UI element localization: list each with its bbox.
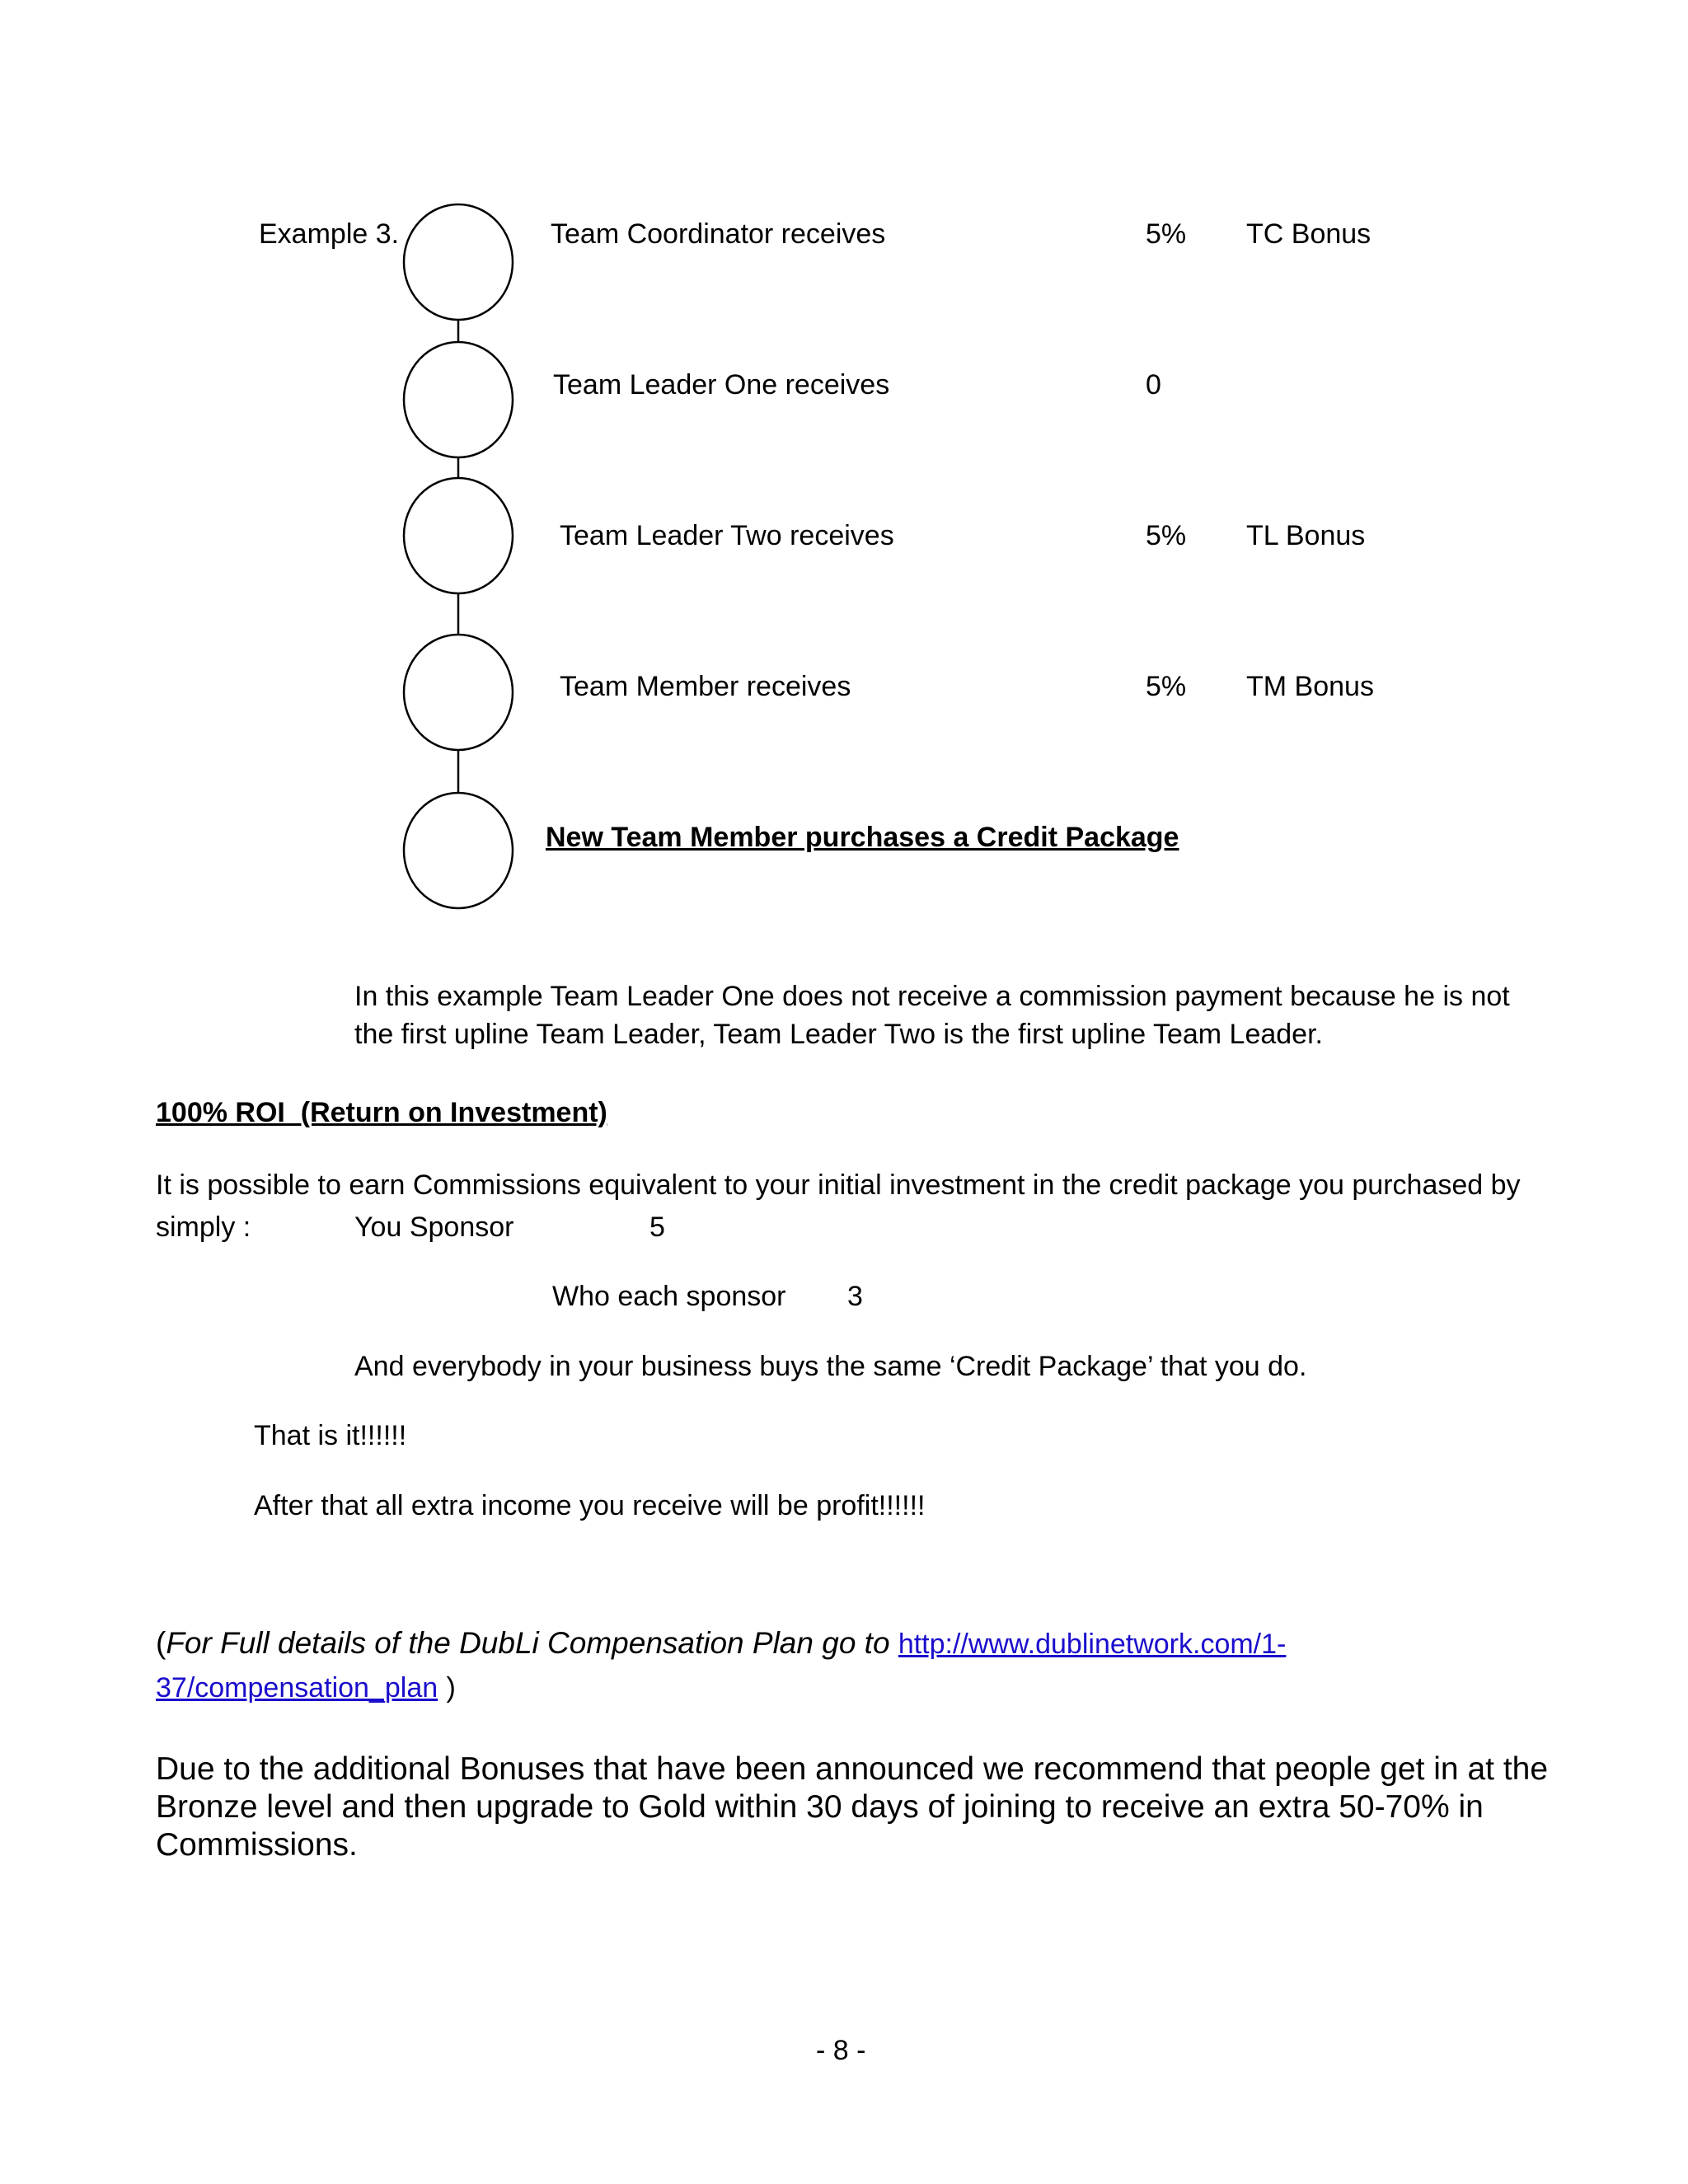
team-leader-two-node: [404, 478, 513, 593]
after-text: After that all extra income you receive will be profit!!!!!!: [254, 1490, 926, 1521]
row-role: Team Coordinator receives: [551, 218, 886, 250]
row-percent: 5%: [1146, 671, 1187, 702]
new-member-label: New Team Member purchases a Credit Package: [546, 822, 1179, 853]
open-paren: (: [156, 1626, 166, 1660]
details-paragraph: [156, 1622, 1326, 1709]
row-percent: 5%: [1146, 520, 1187, 551]
row-role: Team Member receives: [560, 671, 851, 702]
recommendation-text: Due to the additional Bonuses that have been announced we recommend that people get in at the Bronze level and then upgrade to Gold within 30 days of joining to receive an extra 50-70% in Commissions.: [156, 1751, 1549, 1863]
row-role: Team Leader Two receives: [560, 520, 894, 551]
team-leader-one-node: [404, 342, 513, 457]
row-percent: 5%: [1146, 218, 1187, 250]
roi-simply: simply :: [156, 1212, 251, 1243]
page-number: - 8 -: [816, 2035, 866, 2066]
row-percent: 0: [1146, 369, 1161, 401]
close-paren: ): [446, 1672, 456, 1704]
team-member-node: [404, 635, 513, 750]
details-italic-text: For Full details of the DubLi Compensation Plan go to: [166, 1626, 890, 1660]
roi-intro: It is possible to earn Commissions equivalent to your initial investment in the credit package you purchased by: [156, 1169, 1521, 1201]
row-bonus: TM Bonus: [1246, 671, 1374, 702]
row-bonus: TC Bonus: [1246, 218, 1372, 250]
you-sponsor-label: You Sponsor: [354, 1212, 514, 1243]
you-sponsor-count: 5: [649, 1212, 665, 1243]
roi-heading: 100% ROI (Return on Investment): [156, 1097, 607, 1128]
who-each-sponsor-label: Who each sponsor: [552, 1281, 786, 1312]
row-bonus: TL Bonus: [1246, 520, 1366, 551]
example-label: Example 3.: [259, 218, 400, 250]
example-note: In this example Team Leader One does not receive a commission payment because he is not the first upline Team Leader, Team Leader Two is the first upline Team Leader.: [354, 981, 1510, 1050]
everybody-text: And everybody in your business buys the same ‘Credit Package’ that you do.: [354, 1351, 1307, 1382]
new-team-member-node: [404, 793, 513, 908]
compensation-plan-link[interactable]: http://www.dublinetwork.com/1-37/compensation_plan: [156, 1629, 1287, 1704]
who-each-sponsor-count: 3: [847, 1281, 863, 1312]
that-is-it-text: That is it!!!!!!: [254, 1420, 407, 1451]
team-coordinator-node: [404, 204, 513, 320]
row-role: Team Leader One receives: [553, 369, 890, 401]
